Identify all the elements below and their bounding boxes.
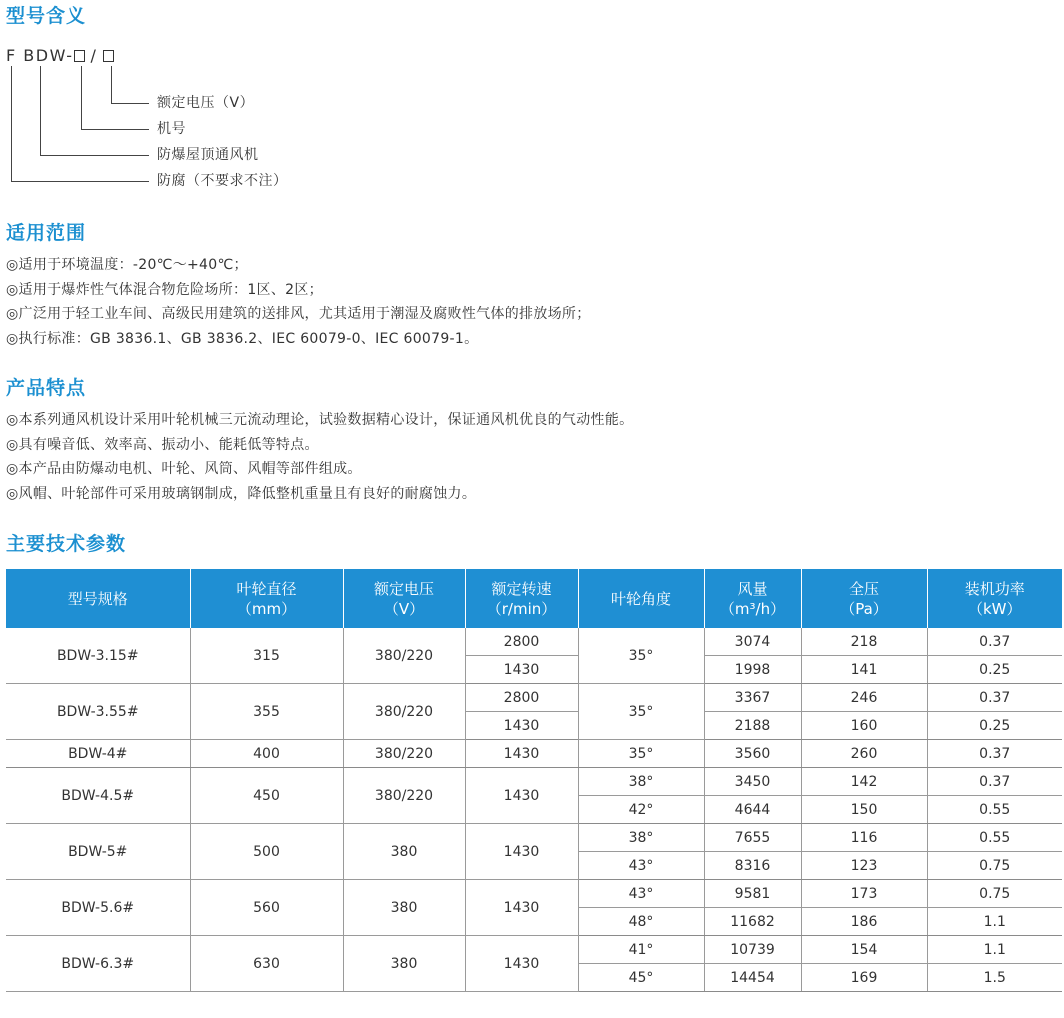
cell-speed: 1430 — [465, 880, 578, 936]
section-title-model-meaning: 型号含义 — [6, 5, 87, 27]
list-item: ◎适用于环境温度：-20℃～+40℃； — [6, 257, 248, 273]
header-power: 装机功率 （kW） — [927, 569, 1062, 628]
cell-flow: 3560 — [704, 740, 801, 768]
cell-flow: 11682 — [704, 908, 801, 936]
cell-pressure: 116 — [801, 824, 927, 852]
cell-angle: 35° — [578, 740, 704, 768]
list-item: ◎本产品由防爆动电机、叶轮、风筒、风帽等部件组成。 — [6, 461, 362, 477]
cell-angle: 42° — [578, 796, 704, 824]
cell-power: 0.55 — [927, 796, 1062, 824]
cell-flow: 10739 — [704, 936, 801, 964]
cell-power: 1.5 — [927, 964, 1062, 992]
cell-speed: 2800 — [465, 628, 578, 656]
cell-diameter: 450 — [190, 768, 343, 824]
legend-machine-number: 机号 — [157, 121, 186, 137]
cell-model: BDW-4.5# — [6, 768, 190, 824]
cell-flow: 4644 — [704, 796, 801, 824]
cell-diameter: 630 — [190, 936, 343, 992]
cell-voltage: 380/220 — [343, 684, 465, 740]
cell-speed: 1430 — [465, 768, 578, 824]
cell-voltage: 380/220 — [343, 768, 465, 824]
cell-pressure: 218 — [801, 628, 927, 656]
cell-speed: 1430 — [465, 712, 578, 740]
cell-angle: 35° — [578, 628, 704, 684]
cell-flow: 2188 — [704, 712, 801, 740]
cell-power: 0.75 — [927, 852, 1062, 880]
table-row — [6, 936, 1062, 964]
cell-model: BDW-5.6# — [6, 880, 190, 936]
header-model: 型号规格 — [6, 569, 190, 628]
scope-list — [6, 253, 591, 351]
voltage-box — [103, 50, 114, 62]
cell-voltage: 380/220 — [343, 628, 465, 684]
cell-pressure: 160 — [801, 712, 927, 740]
cell-pressure: 150 — [801, 796, 927, 824]
cell-pressure: 141 — [801, 656, 927, 684]
cell-angle: 35° — [578, 684, 704, 740]
list-item: ◎适用于爆炸性气体混合物危险场所：1区、2区； — [6, 281, 323, 298]
cell-pressure: 246 — [801, 684, 927, 712]
cell-diameter: 560 — [190, 880, 343, 936]
table-row — [6, 880, 1062, 908]
cell-angle: 41° — [578, 936, 704, 964]
cell-flow: 14454 — [704, 964, 801, 992]
table-row — [6, 628, 1062, 656]
cell-flow: 8316 — [704, 852, 801, 880]
cell-flow: 1998 — [704, 656, 801, 684]
cell-power: 0.25 — [927, 656, 1062, 684]
cell-power: 1.1 — [927, 908, 1062, 936]
table-header-row — [6, 569, 1062, 628]
legend-fan-type: 防爆屋顶通风机 — [157, 147, 259, 163]
cell-speed: 2800 — [465, 684, 578, 712]
legend-anticorrosion: 防腐（不要求不注） — [157, 173, 288, 189]
cell-voltage: 380 — [343, 824, 465, 880]
legend-voltage: 额定电压（V） — [157, 95, 255, 111]
model-code-slash: / — [90, 46, 98, 65]
cell-flow: 7655 — [704, 824, 801, 852]
cell-pressure: 154 — [801, 936, 927, 964]
model-code — [6, 45, 114, 67]
cell-model: BDW-3.15# — [6, 628, 190, 684]
cell-angle: 38° — [578, 824, 704, 852]
cell-power: 0.75 — [927, 880, 1062, 908]
cell-pressure: 142 — [801, 768, 927, 796]
table-row — [6, 768, 1062, 796]
cell-angle: 45° — [578, 964, 704, 992]
cell-flow: 3074 — [704, 628, 801, 656]
cell-diameter: 315 — [190, 628, 343, 684]
cell-speed: 1430 — [465, 936, 578, 992]
header-voltage: 额定电压 （V） — [343, 569, 465, 628]
cell-pressure: 173 — [801, 880, 927, 908]
cell-speed: 1430 — [465, 656, 578, 684]
cell-model: BDW-3.55# — [6, 684, 190, 740]
list-item: ◎具有噪音低、效率高、振动小、能耗低等特点。 — [6, 436, 319, 453]
table-row — [6, 684, 1062, 712]
cell-power: 1.1 — [927, 936, 1062, 964]
list-item: ◎本系列通风机设计采用叶轮机械三元流动理论，试验数据精心设计，保证通风机优良的气动性能。 — [6, 412, 634, 428]
cell-diameter: 500 — [190, 824, 343, 880]
cell-angle: 43° — [578, 880, 704, 908]
table-row — [6, 824, 1062, 852]
cell-model: BDW-4# — [6, 740, 190, 768]
list-item: ◎执行标准：GB 3836.1、GB 3836.2、IEC 60079-0、IEC 60079-1。 — [6, 330, 479, 347]
header-speed: 额定转速 （r/min） — [465, 569, 578, 628]
table-row — [6, 740, 1062, 768]
section-title-features: 产品特点 — [6, 377, 87, 399]
section-title-specs: 主要技术参数 — [6, 533, 127, 555]
cell-flow: 3367 — [704, 684, 801, 712]
cell-pressure: 123 — [801, 852, 927, 880]
cell-diameter: 400 — [190, 740, 343, 768]
cell-diameter: 355 — [190, 684, 343, 740]
header-diameter: 叶轮直径 （mm） — [190, 569, 343, 628]
cell-power: 0.37 — [927, 628, 1062, 656]
cell-voltage: 380 — [343, 936, 465, 992]
list-item: ◎风帽、叶轮部件可采用玻璃钢制成，降低整机重量且有良好的耐腐蚀力。 — [6, 485, 477, 502]
cell-pressure: 169 — [801, 964, 927, 992]
cell-power: 0.37 — [927, 768, 1062, 796]
machine-number-box — [74, 50, 85, 62]
cell-model: BDW-5# — [6, 824, 190, 880]
cell-power: 0.37 — [927, 684, 1062, 712]
header-flow: 风量 （m³/h） — [704, 569, 801, 628]
cell-pressure: 186 — [801, 908, 927, 936]
cell-pressure: 260 — [801, 740, 927, 768]
header-pressure: 全压 （Pa） — [801, 569, 927, 628]
cell-angle: 38° — [578, 768, 704, 796]
cell-power: 0.37 — [927, 740, 1062, 768]
section-title-scope: 适用范围 — [6, 222, 87, 244]
cell-flow: 9581 — [704, 880, 801, 908]
list-item: ◎广泛用于轻工业车间、高级民用建筑的送排风，尤其适用于潮湿及腐败性气体的排放场所； — [6, 306, 591, 322]
cell-power: 0.25 — [927, 712, 1062, 740]
cell-angle: 43° — [578, 852, 704, 880]
features-list — [6, 408, 633, 506]
cell-power: 0.55 — [927, 824, 1062, 852]
cell-flow: 3450 — [704, 768, 801, 796]
cell-voltage: 380 — [343, 880, 465, 936]
model-code-prefix: F BDW- — [6, 46, 74, 65]
cell-angle: 48° — [578, 908, 704, 936]
cell-speed: 1430 — [465, 824, 578, 880]
cell-speed: 1430 — [465, 740, 578, 768]
cell-voltage: 380/220 — [343, 740, 465, 768]
cell-model: BDW-6.3# — [6, 936, 190, 992]
spec-table — [6, 569, 1062, 992]
header-angle: 叶轮角度 — [578, 569, 704, 628]
